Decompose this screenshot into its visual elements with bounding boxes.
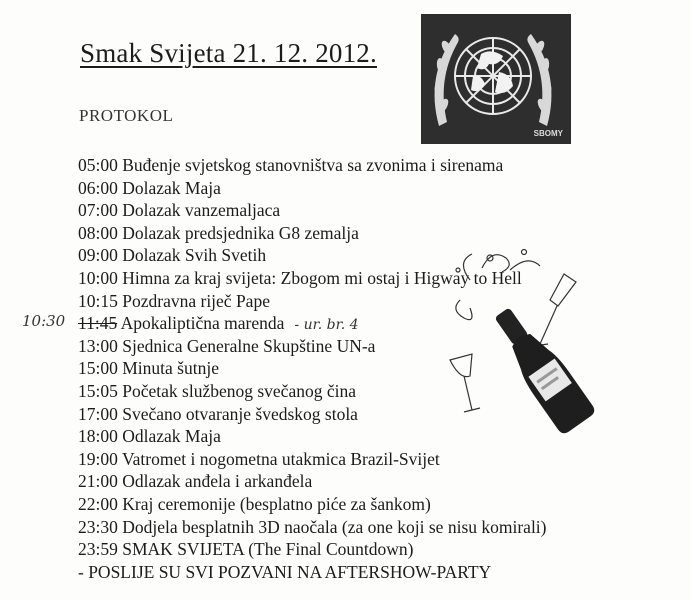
list-item: 22:00 Kraj ceremonije (besplatno piće za šankom) <box>78 493 431 514</box>
list-item: 13:00 Sjednica Generalne Skupštine UN-a <box>78 335 376 356</box>
list-item: 17:00 Svečano otvaranje švedskog stola <box>78 403 358 424</box>
struck-time: 11:45 <box>78 313 118 334</box>
handwritten-note: - ur. br. 4 <box>294 317 359 334</box>
list-item: 07:00 Dolazak vanzemaljaca <box>78 200 281 221</box>
handwritten-corrected-time: 10:30 <box>22 312 66 330</box>
list-item: 23:30 Dodjela besplatnih 3D naočala (za one koji se nisu komirali) <box>78 516 547 537</box>
list-item: 15:05 Početak službenog svečanog čina <box>78 380 356 401</box>
closing-line: - POSLIJE SU SVI POZVANI NA AFTERSHOW-PARTY <box>78 561 492 582</box>
list-item: 05:00 Buđenje svjetskog stanovništva sa zvonima i sirenama <box>78 155 504 175</box>
list-item: 23:59 SMAK SVIJETA (The Final Countdown) <box>78 539 414 560</box>
protocol-heading: PROTOKOL <box>79 106 174 125</box>
list-item: 19:00 Vatromet i nogometna utakmica Brazil-Svijet <box>78 448 440 469</box>
list-item: 15:00 Minuta šutnje <box>78 358 219 379</box>
list-item: 10:15 Pozdravna riječ Pape <box>78 290 270 311</box>
list-item: 10:00 Himna za kraj svijeta: Zbogom mi ostaj i Higway to Hell <box>78 267 522 288</box>
logo-stamp: SBOMY <box>533 129 563 138</box>
list-item: 11:45 Apokaliptična marenda - ur. br. 4 <box>78 313 359 334</box>
un-emblem-icon <box>421 14 571 144</box>
list-item: 09:00 Dolazak Svih Svetih <box>78 245 267 266</box>
list-item: 18:00 Odlazak Maja <box>78 426 221 447</box>
champagne-bottle-icon <box>440 240 610 440</box>
page-title: Smak Svijeta 21. 12. 2012. <box>80 38 377 68</box>
list-item: 08:00 Dolazak predsjednika G8 zemalja <box>78 222 359 243</box>
list-item: 21:00 Odlazak anđela i arkanđela <box>78 471 313 492</box>
list-item: 06:00 Dolazak Maja <box>78 177 221 198</box>
